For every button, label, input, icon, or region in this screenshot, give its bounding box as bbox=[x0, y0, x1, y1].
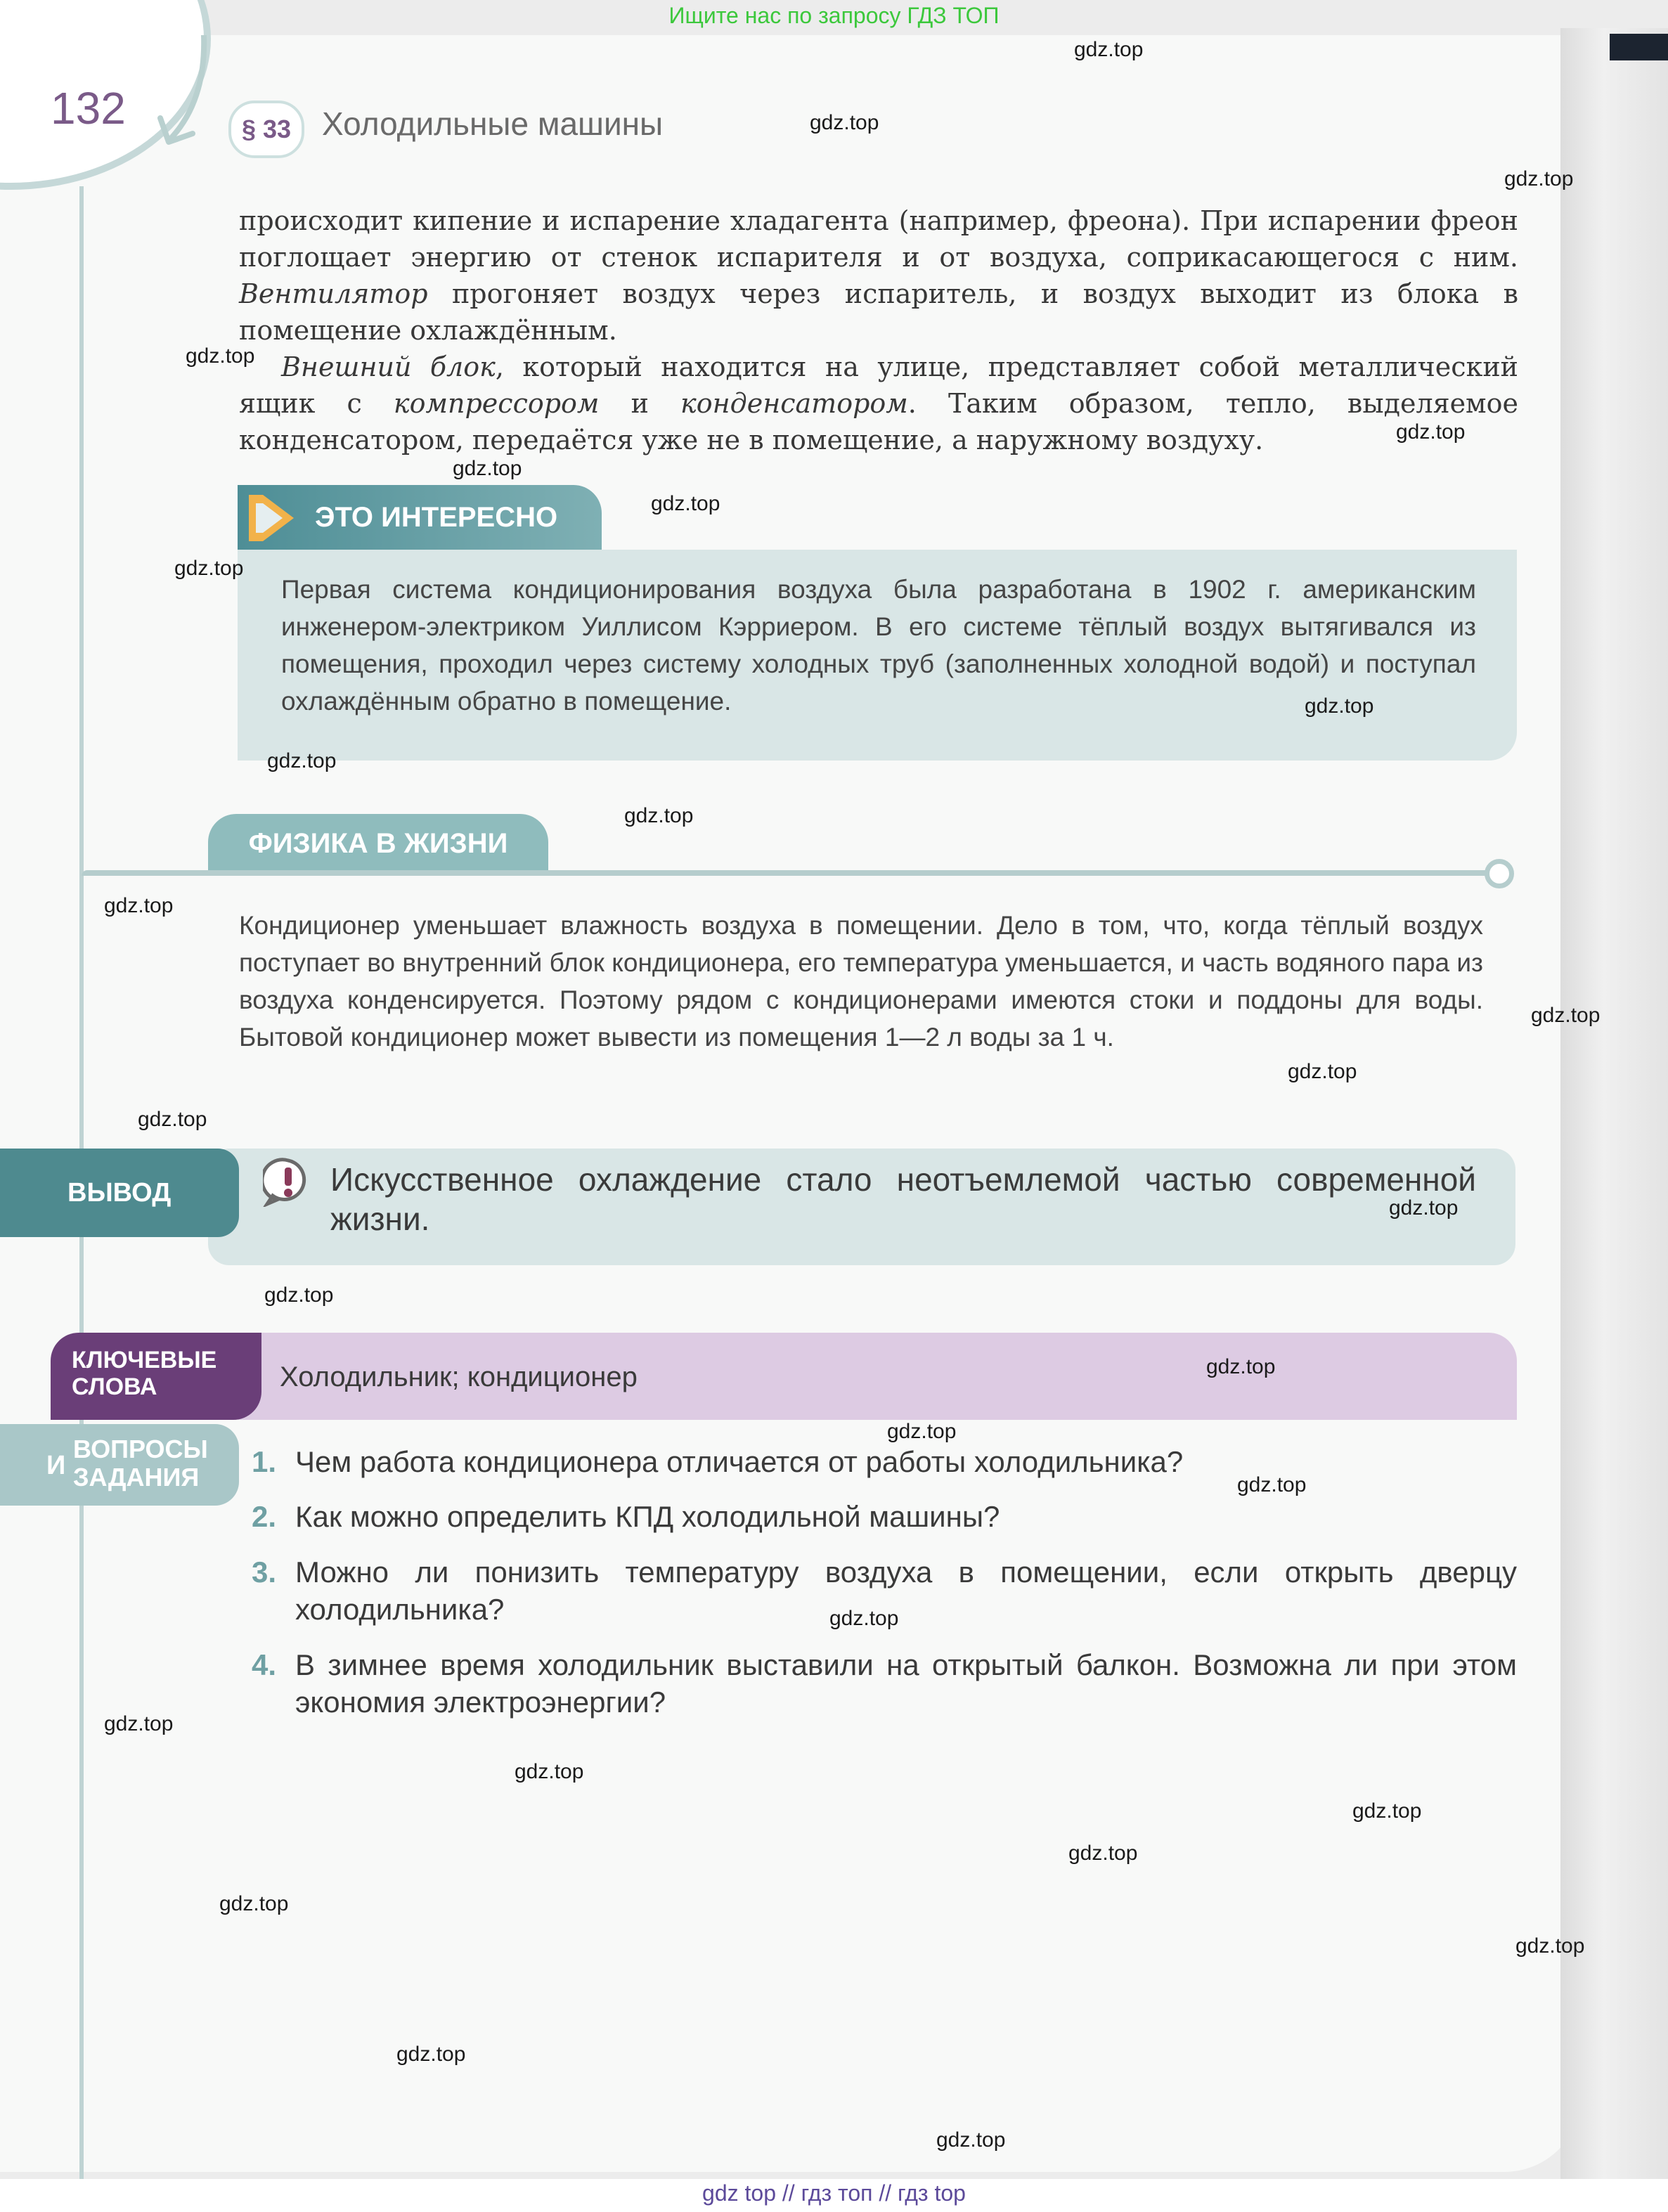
book-page-edge bbox=[1560, 28, 1668, 2179]
question-text: В зимнее время холодильник выставили на открытый балкон. Возможна ли при этом экономия электроэнергии? bbox=[295, 1648, 1517, 1719]
scan-dark-corner bbox=[1610, 34, 1668, 60]
italic-term: Внешний блок bbox=[281, 351, 496, 382]
keywords-label-line2: СЛОВА bbox=[72, 1373, 157, 1400]
text-run: . Таким образом, тепло, выделяемое конденсатором, передаётся уже не в помещение, а наружному воздуху. bbox=[239, 388, 1518, 455]
watermark: gdz.top bbox=[624, 804, 694, 827]
footer-links[interactable]: gdz top // гдз топ // гдз top bbox=[702, 2180, 966, 2206]
watermark: gdz.top bbox=[1531, 1004, 1601, 1027]
watermark: gdz.top bbox=[267, 749, 337, 772]
italic-term: Вентилятор bbox=[239, 278, 428, 309]
text-run: и bbox=[599, 388, 681, 419]
paragraph-evaporator bbox=[239, 202, 1518, 349]
text-run: прогоняет воздух через испаритель, и воздух выходит из блока в помещение охлаждённым. bbox=[239, 278, 1518, 346]
keywords-text: Холодильник; кондиционер bbox=[280, 1362, 638, 1392]
watermark: gdz.top bbox=[396, 2043, 466, 2066]
watermark: gdz.top bbox=[1396, 420, 1466, 444]
italic-term: конденсатором bbox=[680, 388, 908, 419]
watermark: gdz.top bbox=[1068, 1842, 1138, 1865]
section-badge: § 33 bbox=[228, 101, 304, 158]
question-number: 3. bbox=[252, 1555, 277, 1589]
interesting-label: ЭТО ИНТЕРЕСНО bbox=[315, 502, 558, 533]
conclusion-tab: ВЫВОД bbox=[0, 1149, 239, 1237]
watermark: gdz.top bbox=[887, 1420, 957, 1443]
watermark: gdz.top bbox=[1515, 1934, 1585, 1958]
watermark: gdz.top bbox=[1288, 1060, 1357, 1083]
watermark: gdz.top bbox=[453, 457, 522, 480]
question-text: Можно ли понизить температуру воздуха в помещении, если открыть дверцу холодильника? bbox=[295, 1555, 1517, 1626]
interesting-tab bbox=[238, 485, 602, 550]
watermark: gdz.top bbox=[936, 2128, 1006, 2152]
watermark: gdz.top bbox=[651, 492, 720, 515]
top-search-link[interactable]: Ищите нас по запросу ГДЗ ТОП bbox=[668, 3, 1000, 28]
physics-in-life-rule bbox=[82, 870, 1496, 876]
conclusion-text: Искусственное охлаждение стало неотъемлемой частью современной жизни. bbox=[330, 1161, 1476, 1237]
exclamation-icon bbox=[263, 1156, 313, 1207]
questions-label-line2: ЗАДАНИЯ bbox=[73, 1463, 200, 1492]
keywords-tab bbox=[51, 1333, 261, 1420]
watermark: gdz.top bbox=[1237, 1473, 1307, 1496]
italic-term: компрессором bbox=[393, 388, 600, 419]
watermark: gdz.top bbox=[829, 1607, 899, 1630]
question-item bbox=[252, 1498, 1517, 1535]
watermark: gdz.top bbox=[174, 557, 244, 580]
watermark: gdz.top bbox=[219, 1892, 289, 1915]
watermark: gdz.top bbox=[1305, 694, 1374, 718]
watermark: gdz.top bbox=[138, 1108, 207, 1131]
questions-label-line1: ВОПРОСЫ bbox=[73, 1435, 208, 1463]
question-item bbox=[252, 1443, 1517, 1480]
watermark: gdz.top bbox=[1352, 1799, 1422, 1823]
page-number: 132 bbox=[51, 83, 126, 134]
question-text: Чем работа кондиционера отличается от работы холодильника? bbox=[295, 1445, 1184, 1478]
watermark: gdz.top bbox=[186, 344, 255, 368]
question-number: 2. bbox=[252, 1500, 277, 1533]
keywords-label-line1: КЛЮЧЕВЫЕ bbox=[72, 1347, 217, 1373]
curved-arrow-icon bbox=[155, 35, 218, 148]
watermark: gdz.top bbox=[810, 111, 879, 134]
watermark: gdz.top bbox=[1074, 38, 1144, 61]
interesting-text: Первая система кондиционирования воздуха была разработана в 1902 г. американским инженером-электриком Уиллисом Кэрриером. В его системе тёплый воздух вытягивался из помещения, проходил через систему холодных труб (заполненных холодной водой) и поступал охлаждённым обратно в помещение. bbox=[281, 575, 1476, 716]
interesting-box bbox=[238, 550, 1517, 761]
watermark: gdz.top bbox=[264, 1283, 334, 1307]
chapter-title: Холодильные машины bbox=[322, 105, 664, 142]
question-text: Как можно определить КПД холодильной машины? bbox=[295, 1500, 1000, 1533]
rule-end-circle bbox=[1485, 859, 1514, 888]
watermark: gdz.top bbox=[1389, 1196, 1459, 1220]
watermark: gdz.top bbox=[1504, 167, 1574, 190]
physics-in-life-tab: ФИЗИКА В ЖИЗНИ bbox=[208, 814, 548, 870]
physics-in-life-text: Кондиционер уменьшает влажность воздуха в помещении. Дело в том, что, когда тёплый воздух поступает во внутренний блок кондиционера, его температура уменьшается, и часть водяного пара из воздуха конденсируется. Поэтому рядом с кондиционерами имеются стоки и поддоны для воды. Бытовой кондиционер может вывести из помещения 1—2 л воды за 1 ч. bbox=[239, 911, 1483, 1052]
watermark: gdz.top bbox=[515, 1760, 584, 1783]
question-number: 1. bbox=[252, 1445, 277, 1478]
questions-tab bbox=[0, 1424, 239, 1506]
question-number: 4. bbox=[252, 1648, 277, 1681]
paragraph-outer-unit bbox=[239, 349, 1518, 458]
watermark: gdz.top bbox=[1206, 1355, 1276, 1378]
questions-label-and: И bbox=[46, 1451, 66, 1480]
play-arrow-icon bbox=[242, 489, 302, 547]
question-item bbox=[252, 1646, 1517, 1721]
watermark: gdz.top bbox=[104, 1712, 174, 1735]
watermark: gdz.top bbox=[104, 894, 174, 917]
text-run: происходит кипение и испарение хладагента (например, фреона). При испарении фреон поглощает энергию от стенок испарителя и от воздуха, соприкасающегося с ним. bbox=[239, 205, 1518, 273]
text-run: , который находится на улице, представляет собой металлический ящик с bbox=[239, 351, 1518, 419]
